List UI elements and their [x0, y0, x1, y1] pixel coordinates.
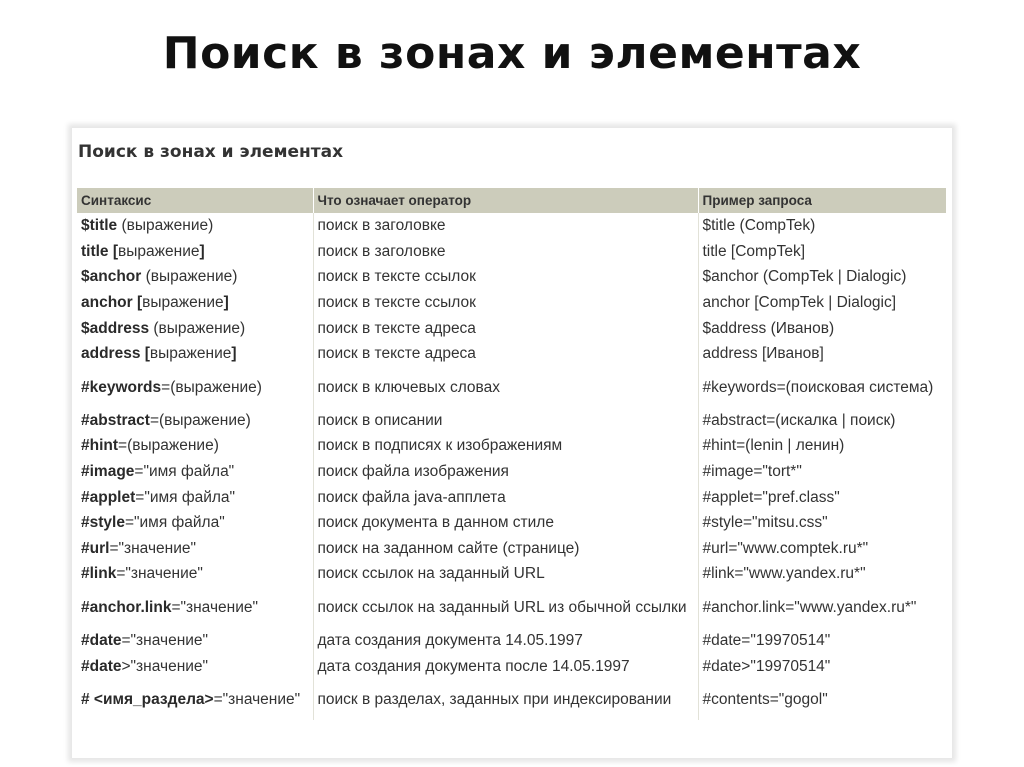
operator-keyword: #url — [81, 539, 110, 557]
syntax-cell — [77, 239, 313, 265]
example-cell: anchor [CompTek | Dialogic] — [702, 294, 897, 312]
syntax-cell — [77, 408, 313, 434]
table-row — [77, 510, 946, 536]
syntax-cell — [77, 561, 313, 587]
operator-closing-bracket: ] — [223, 294, 229, 312]
operator-keyword: #applet — [81, 488, 136, 506]
example-cell: title [CompTek] — [702, 242, 806, 260]
example-cell: #hint=(lenin | ленин) — [702, 437, 845, 455]
meaning-cell: поиск в заголовке — [313, 239, 698, 265]
operator-argument: >"значение" — [121, 657, 209, 675]
example-cell: #abstract=(искалка | поиск) — [702, 411, 896, 429]
meaning-cell: поиск на заданном сайте (странице) — [313, 536, 698, 562]
operator-keyword: #anchor.link — [81, 598, 172, 616]
operator-keyword: #date — [81, 632, 122, 650]
syntax-cell — [77, 484, 313, 510]
example-cell: $anchor (CompTek | Dialogic) — [702, 268, 907, 286]
operator-keyword: $anchor — [81, 268, 142, 286]
syntax-cell — [77, 213, 313, 239]
example-cell: $address (Иванов) — [702, 319, 835, 337]
example-cell: $title (CompTek) — [702, 217, 816, 235]
table-row — [77, 587, 946, 628]
operator-argument: выражение — [149, 345, 232, 363]
operator-keyword: #image — [81, 463, 135, 481]
operator-keyword: #keywords — [81, 378, 162, 396]
syntax-cell — [77, 653, 313, 679]
example-cell: #image="tort*" — [702, 463, 802, 481]
operator-keyword: title [ — [81, 242, 119, 260]
operator-keyword: #hint — [81, 437, 119, 455]
operator-argument: =(выражение) — [161, 378, 262, 396]
table-row — [77, 367, 946, 408]
operator-argument: (выражение) — [149, 319, 246, 337]
syntax-cell — [77, 628, 313, 654]
table-row — [77, 628, 946, 654]
table-heading: Поиск в зонах и элементах — [78, 142, 344, 162]
example-cell: #link="www.yandex.ru*" — [702, 565, 866, 583]
meaning-cell: поиск в тексте ссылок — [313, 264, 698, 290]
example-cell: address [Иванов] — [702, 345, 824, 363]
meaning-cell: поиск в описании — [313, 408, 698, 434]
meaning-cell: поиск файла java-апплета — [313, 484, 698, 510]
syntax-cell — [77, 536, 313, 562]
meaning-cell: поиск в ключевых словах — [313, 367, 698, 408]
operator-argument: ="имя файла" — [135, 488, 236, 506]
syntax-cell — [77, 510, 313, 536]
syntax-cell — [77, 459, 313, 485]
table-row — [77, 561, 946, 587]
example-cell: #style="mitsu.css" — [702, 514, 828, 532]
operator-keyword: #date — [81, 657, 122, 675]
table-row — [77, 213, 946, 239]
operator-keyword: $title — [81, 217, 118, 235]
meaning-cell: поиск в подписях к изображениям — [313, 433, 698, 459]
syntax-cell — [77, 341, 313, 367]
syntax-cell — [77, 290, 313, 316]
table-row — [77, 484, 946, 510]
operator-keyword: #abstract — [81, 411, 150, 429]
operators-table — [77, 188, 946, 720]
syntax-cell — [77, 679, 313, 720]
meaning-cell: поиск в тексте ссылок — [313, 290, 698, 316]
operator-argument: (выражение) — [141, 268, 238, 286]
operator-keyword: # <имя_раздела> — [81, 690, 214, 708]
slide-title: Поиск в зонах и элементах — [162, 28, 862, 79]
table-row — [77, 315, 946, 341]
meaning-cell: дата создания документа 14.05.1997 — [313, 628, 698, 654]
example-cell: #applet="pref.class" — [702, 488, 840, 506]
meaning-cell: поиск в разделах, заданных при индексировании — [313, 679, 698, 720]
table-panel — [72, 128, 952, 758]
table-row — [77, 459, 946, 485]
table-row — [77, 679, 946, 720]
operator-argument: ="значение" — [171, 598, 258, 616]
table-row — [77, 653, 946, 679]
operator-keyword: anchor [ — [81, 294, 143, 312]
operator-argument: выражение — [142, 294, 224, 312]
meaning-cell: дата создания документа после 14.05.1997 — [313, 653, 698, 679]
table-row — [77, 264, 946, 290]
example-cell: #url="www.comptek.ru*" — [702, 539, 869, 557]
table-header-row — [77, 188, 946, 213]
column-header-meaning: Что означает оператор — [313, 188, 698, 213]
table-row — [77, 290, 946, 316]
syntax-cell — [77, 587, 313, 628]
panel-bottom — [72, 728, 952, 758]
meaning-cell: поиск в заголовке — [313, 213, 698, 239]
operator-keyword: address [ — [81, 345, 150, 363]
table-row — [77, 433, 946, 459]
meaning-cell: поиск файла изображения — [313, 459, 698, 485]
example-cell: #contents="gogol" — [702, 690, 828, 708]
example-cell: #date="19970514" — [702, 632, 831, 650]
operator-argument: ="значение" — [109, 539, 196, 557]
meaning-cell: поиск документа в данном стиле — [313, 510, 698, 536]
operator-argument: (выражение) — [117, 217, 214, 235]
operator-argument: ="значение" — [121, 632, 209, 650]
table-row — [77, 239, 946, 265]
syntax-cell — [77, 367, 313, 408]
table-row — [77, 341, 946, 367]
operator-argument: ="имя файла" — [134, 463, 235, 481]
syntax-cell — [77, 315, 313, 341]
operator-keyword: $address — [81, 319, 150, 337]
example-cell: #keywords=(поисковая система) — [702, 378, 934, 396]
operator-keyword: #style — [81, 514, 125, 532]
column-header-syntax: Синтаксис — [77, 188, 313, 213]
example-cell: #anchor.link="www.yandex.ru*" — [702, 598, 917, 616]
syntax-cell — [77, 264, 313, 290]
operator-argument: выражение — [118, 242, 200, 260]
operator-closing-bracket: ] — [231, 345, 237, 363]
operator-argument: =(выражение) — [149, 411, 251, 429]
meaning-cell: поиск в тексте адреса — [313, 341, 698, 367]
operator-closing-bracket: ] — [199, 242, 205, 260]
operator-argument: =(выражение) — [118, 437, 219, 455]
operator-keyword: #link — [81, 565, 117, 583]
column-header-example: Пример запроса — [698, 188, 946, 213]
table-row — [77, 408, 946, 434]
operator-argument: ="значение" — [116, 565, 203, 583]
meaning-cell: поиск в тексте адреса — [313, 315, 698, 341]
operator-argument: ="имя файла" — [124, 514, 225, 532]
meaning-cell: поиск ссылок на заданный URL из обычной ссылки — [313, 587, 698, 628]
example-cell: #date>"19970514" — [702, 657, 831, 675]
meaning-cell: поиск ссылок на заданный URL — [313, 561, 698, 587]
syntax-cell — [77, 433, 313, 459]
operator-argument: ="значение" — [213, 690, 301, 708]
table-row — [77, 536, 946, 562]
